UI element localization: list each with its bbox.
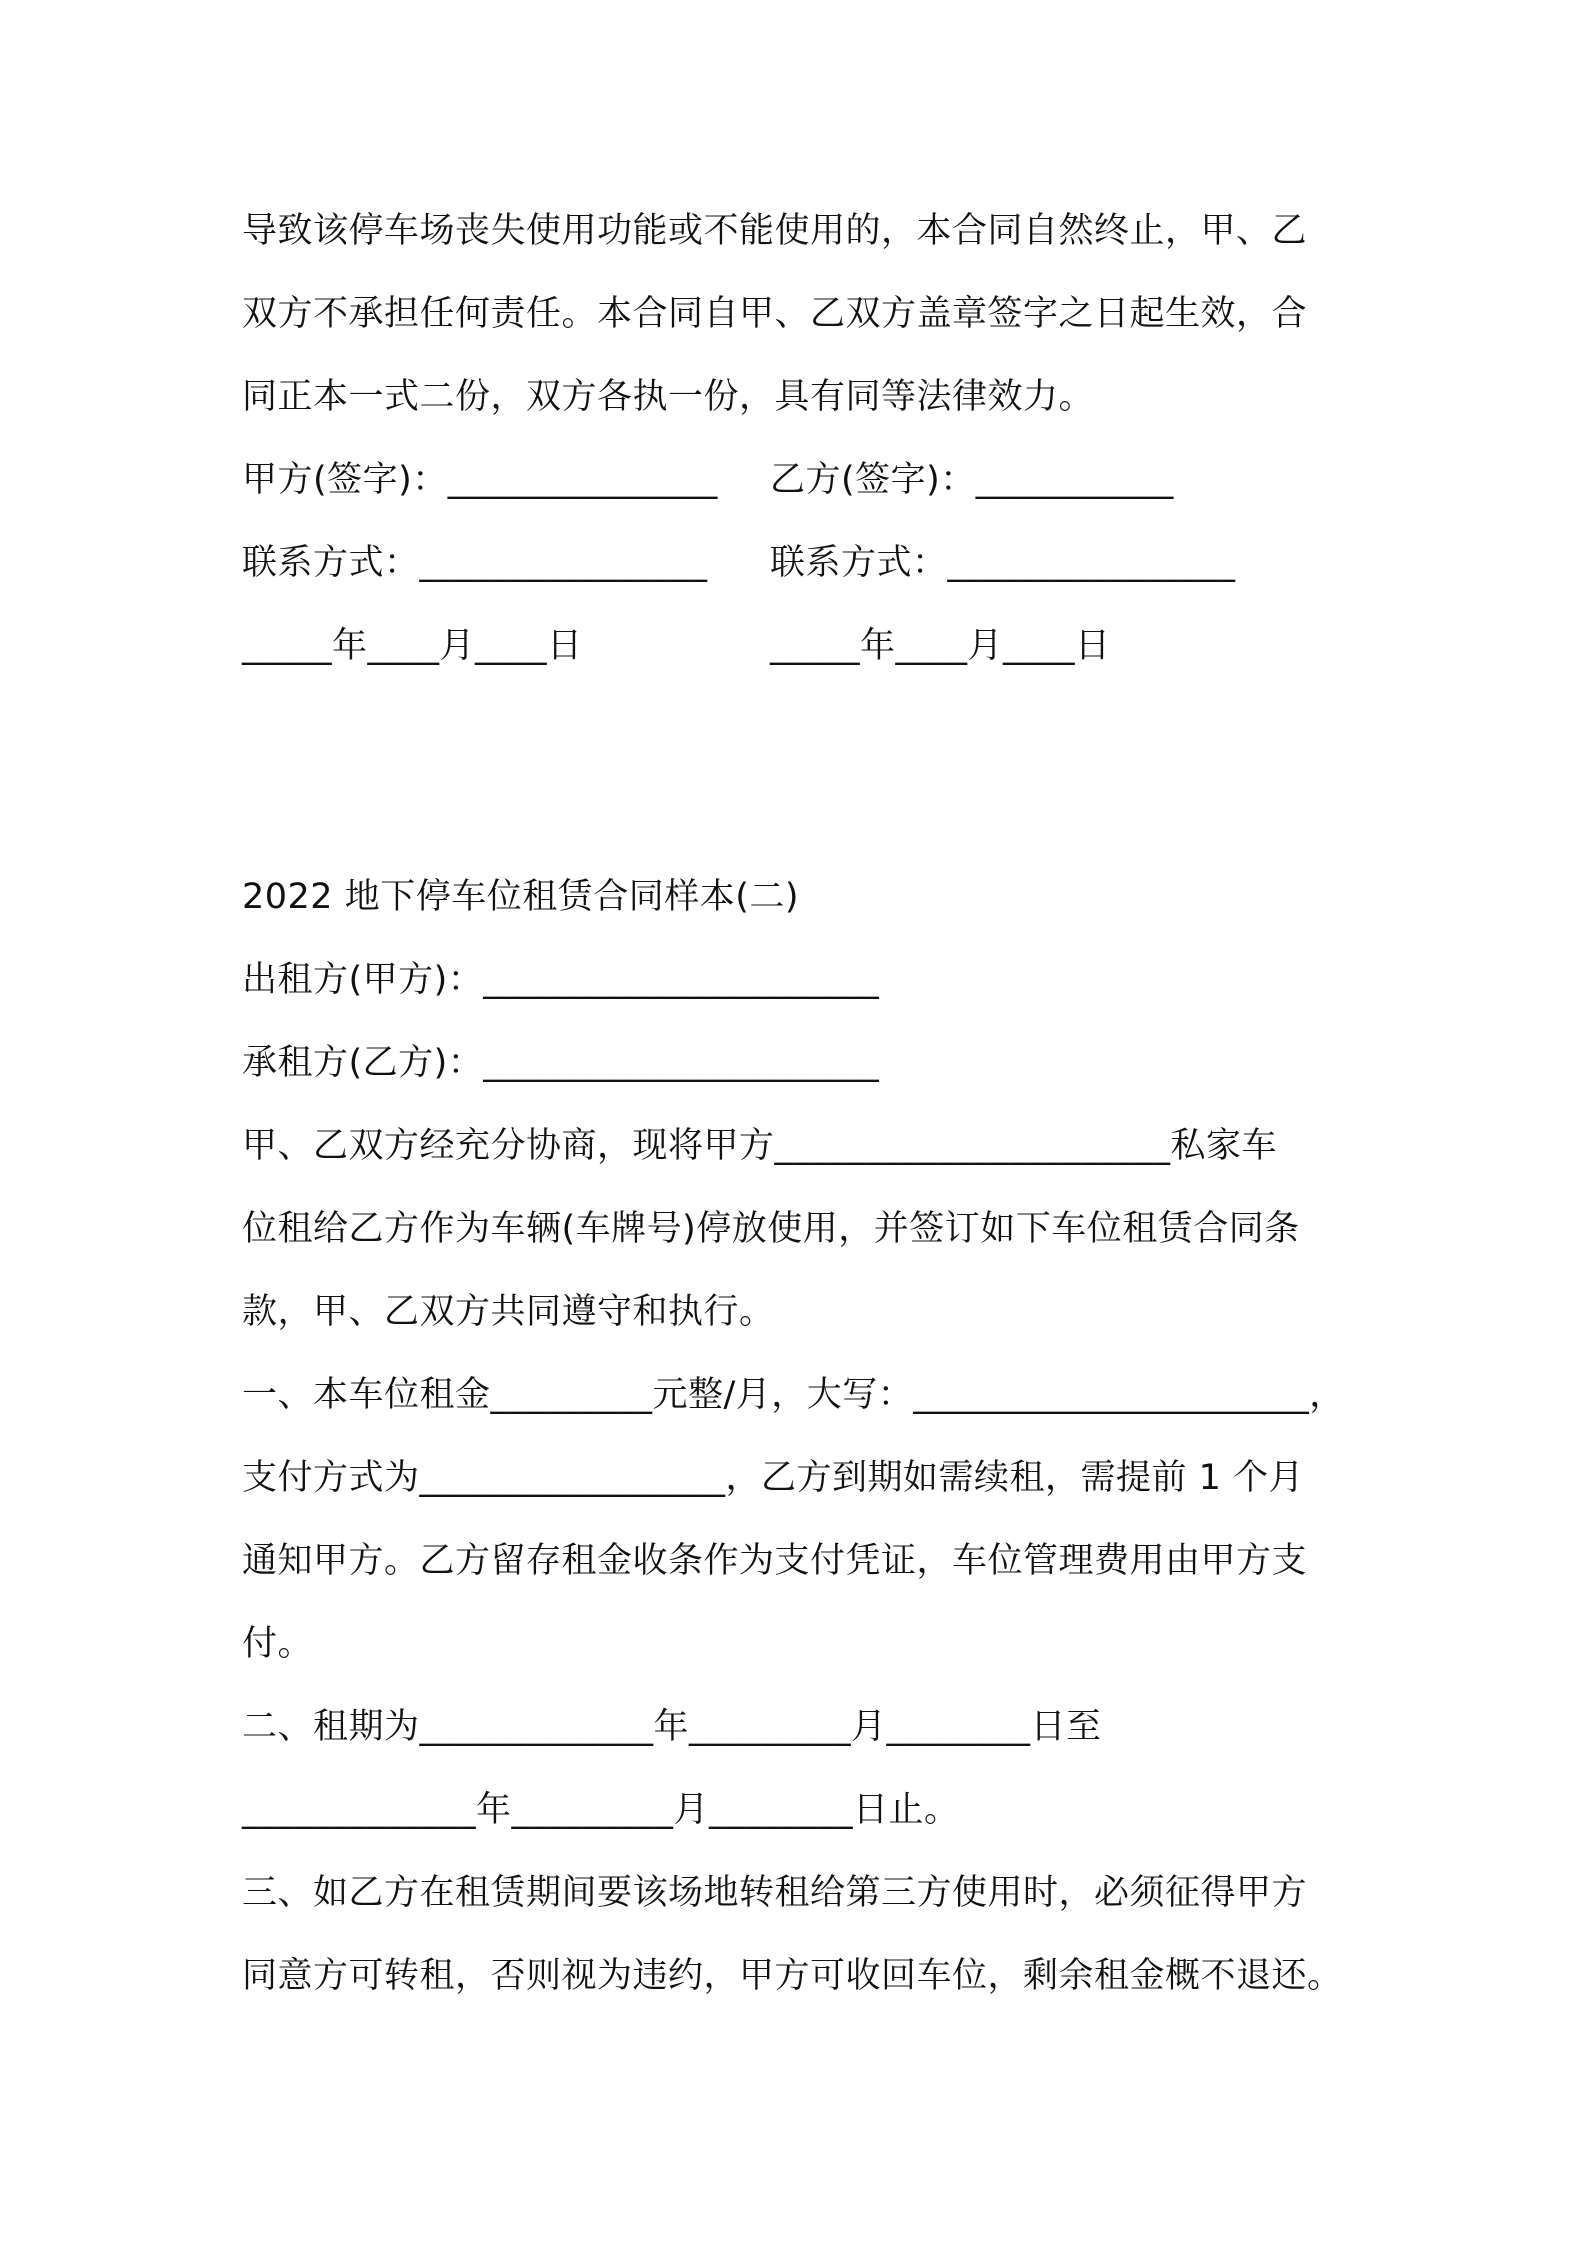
section-title: 2022 地下停车位租赁合同样本(二) bbox=[242, 877, 800, 917]
body-line-2: 双方不承担任何责任。本合同自甲、乙双方盖章签字之日起生效，合 bbox=[242, 294, 1308, 334]
clause-line-4: 一、本车位租金_________元整/月，大写：______________________， bbox=[242, 1375, 1345, 1415]
party-b-date: _____年____月____日 bbox=[770, 626, 1111, 666]
clause-line-6: 通知甲方。乙方留存租金收条作为支付凭证，车位管理费用由甲方支 bbox=[242, 1541, 1308, 1581]
body-line-1: 导致该停车场丧失使用功能或不能使用的，本合同自然终止，甲、乙 bbox=[242, 211, 1308, 251]
body-line-3: 同正本一式二份，双方各执一份，具有同等法律效力。 bbox=[242, 377, 1095, 417]
clause-line-9: _____________年_________月________日止。 bbox=[242, 1790, 960, 1830]
party-b-contact: 联系方式：________________ bbox=[770, 543, 1236, 583]
party-a-contact: 联系方式：________________ bbox=[242, 543, 708, 583]
clause-line-3: 款，甲、乙双方共同遵守和执行。 bbox=[242, 1292, 775, 1332]
clause-line-1: 甲、乙双方经充分协商，现将甲方______________________私家车 bbox=[242, 1126, 1278, 1166]
clause-line-8: 二、租期为_____________年_________月________日至 bbox=[242, 1707, 1102, 1747]
party-a-date: _____年____月____日 bbox=[242, 626, 583, 666]
clause-line-11: 同意方可转租，否则视为违约，甲方可收回车位，剩余租金概不退还。 bbox=[242, 1956, 1343, 1996]
lessor-line: 出租方(甲方)：______________________ bbox=[242, 960, 880, 1000]
clause-line-10: 三、如乙方在租赁期间要该场地转租给第三方使用时，必须征得甲方 bbox=[242, 1873, 1308, 1913]
clause-line-5: 支付方式为_________________，乙方到期如需续租，需提前 1 个月 bbox=[242, 1458, 1305, 1498]
party-b-signature: 乙方(签字)：___________ bbox=[770, 460, 1174, 500]
clause-line-7: 付。 bbox=[242, 1624, 314, 1664]
clause-line-2: 位租给乙方作为车辆(车牌号)停放使用，并签订如下车位租赁合同条 bbox=[242, 1209, 1300, 1249]
lessee-line: 承租方(乙方)：______________________ bbox=[242, 1043, 880, 1083]
party-a-signature: 甲方(签字)：_______________ bbox=[242, 460, 718, 500]
